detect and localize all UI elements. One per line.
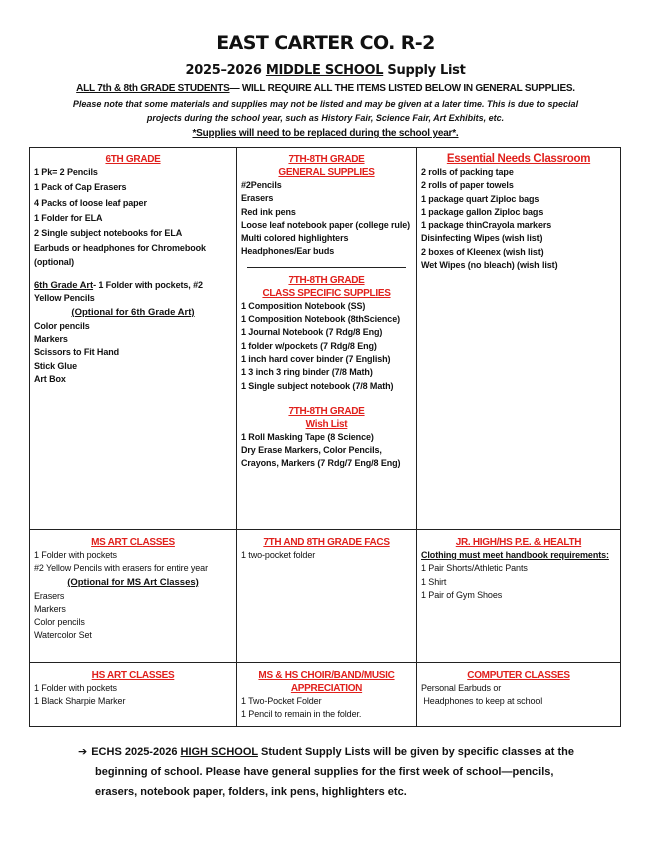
- heading-computer: COMPUTER CLASSES: [467, 670, 570, 681]
- list-item: 1 Roll Masking Tape (8 Science): [241, 431, 374, 442]
- list-item: 1 Two-Pocket Folder: [241, 696, 322, 706]
- heading-pe-health: JR. HIGH/HS P.E. & HEALTH: [455, 537, 582, 548]
- all-students-text: — WILL REQUIRE ALL THE ITEMS LISTED BELOW IN GENERAL SUPPLIES.: [229, 83, 575, 94]
- list-item: Scissors to Fit Hand: [34, 347, 120, 358]
- list-item: 1 folder w/pockets (7 Rdg/8 Eng): [241, 340, 377, 351]
- list-subtitle: [0, 63, 651, 79]
- all-students-label: ALL 7th & 8th GRADE STUDENTS: [76, 83, 230, 94]
- district-title: EAST CARTER CO. R-2: [216, 32, 435, 54]
- art-line: [34, 279, 232, 306]
- list-item: 1 Folder with pockets: [34, 683, 117, 693]
- list-item: 1 3 inch 3 ring binder (7/8 Math): [241, 367, 373, 378]
- list-item: 1 Shirt: [421, 576, 447, 587]
- subtitle-year: 2025–2026: [185, 63, 266, 78]
- heading-music: MS & HS CHOIR/BAND/MUSIC: [258, 670, 395, 681]
- cell-essential-needs: [417, 150, 620, 275]
- list-item: 2 rolls of paper towels: [421, 180, 514, 191]
- heading-6th-art: 6th Grade Art: [34, 280, 94, 292]
- list-item: Color pencils: [34, 617, 85, 628]
- list-item: 1 two-pocket folder: [241, 550, 316, 560]
- footer-line-2: beginning of school. Please have general supplies for the first week of school—pencils,: [95, 766, 554, 778]
- list-item: 1 package quart Ziploc bags: [421, 193, 540, 204]
- list-item: 1 Pack of Cap Erasers: [34, 182, 127, 193]
- art-inline-items: - 1 Folder with pockets, #2 Yellow Pencils: [34, 280, 203, 304]
- cell-music: [237, 666, 416, 725]
- list-item: 1 Composition Notebook (8thScience): [241, 314, 401, 325]
- list-item: Multi colored highlighters: [241, 233, 349, 244]
- list-item: 1 Folder for ELA: [34, 212, 103, 223]
- list-item: Stick Glue: [34, 360, 78, 371]
- cell-pe-health: [417, 533, 620, 605]
- heading-general-grade: 7TH-8TH GRADE: [288, 154, 365, 165]
- list-item: Markers: [34, 603, 66, 614]
- list-item: 1 package gallon Ziploc bags: [421, 206, 544, 217]
- section-divider: [247, 267, 406, 268]
- footer-line-1: ➔ ECHS 2025-2026 HIGH SCHOOL Student Supply Lists will be given by specific classes at the: [78, 746, 574, 758]
- divider-h1: [30, 529, 620, 530]
- list-item: 1 Single subject notebook (7/8 Math): [241, 380, 394, 391]
- optional-6th-art: (Optional for 6th Grade Art): [71, 306, 195, 318]
- list-item: 1 package thinCrayola markers: [421, 220, 552, 231]
- heading-class-specific: CLASS SPECIFIC SUPPLIES: [262, 287, 391, 299]
- list-item: Color pencils: [34, 320, 90, 331]
- cell-6th-grade: [30, 150, 236, 389]
- heading-6th-grade: 6TH GRADE: [105, 154, 161, 165]
- list-item: 1 Composition Notebook (SS): [241, 300, 366, 311]
- list-item: Headphones to keep at school: [421, 696, 543, 707]
- list-item: 1 Folder with pockets: [34, 550, 117, 560]
- list-item: 1 Pencil to remain in the folder.: [241, 709, 362, 720]
- document-header: [0, 31, 651, 140]
- list-item: #2Pencils: [241, 180, 282, 190]
- heading-hs-art: HS ART CLASSES: [91, 670, 175, 681]
- list-item: Loose leaf notebook paper (college rule): [241, 219, 411, 230]
- heading-wish-list: Wish List: [305, 418, 348, 430]
- all-students-line: [0, 82, 651, 95]
- list-item: 1 Journal Notebook (7 Rdg/8 Eng): [241, 327, 383, 338]
- high-school-note: [78, 742, 598, 802]
- high-school-label: HIGH SCHOOL: [180, 746, 258, 758]
- arrow-icon: ➔: [78, 746, 88, 758]
- list-item: 1 Black Sharpie Marker: [34, 696, 126, 707]
- list-item: Markers: [34, 333, 68, 344]
- list-item: Erasers: [34, 590, 65, 601]
- list-item: 2 rolls of packing tape: [421, 167, 514, 177]
- divider-h2: [30, 662, 620, 663]
- cell-computer: [417, 666, 620, 712]
- list-item: 2 boxes of Kleenex (wish list): [421, 246, 544, 257]
- heading-general-supplies: GENERAL SUPPLIES: [278, 167, 375, 178]
- list-item: #2 Yellow Pencils with erasers for entire year: [34, 563, 208, 574]
- list-item: Dry Erase Markers, Color Pencils, Crayons, Markers (7 Rdg/7 Eng/8 Eng): [241, 445, 401, 469]
- cell-facs: [237, 533, 416, 565]
- list-item: 4 Packs of loose leaf paper: [34, 197, 147, 208]
- heading-class-grade: 7TH-8TH GRADE: [288, 274, 365, 286]
- clothing-requirement: Clothing must meet handbook requirements:: [421, 550, 609, 560]
- list-item: 1 inch hard cover binder (7 English): [241, 353, 391, 364]
- cell-hs-art: [30, 666, 236, 712]
- subtitle-middle-school: MIDDLE SCHOOL: [265, 63, 384, 78]
- list-item: Art Box: [34, 373, 66, 384]
- list-item: Disinfecting Wipes (wish list): [421, 233, 543, 244]
- footer-line-3: erasers, notebook paper, folders, ink pens, highlighters etc.: [95, 786, 407, 798]
- heading-wish-grade: 7TH-8TH GRADE: [288, 405, 365, 417]
- heading-facs: 7TH AND 8TH GRADE FACS: [263, 537, 390, 548]
- list-item: 2 Single subject notebooks for ELA: [34, 228, 183, 239]
- list-item: Erasers: [241, 193, 274, 204]
- cell-ms-art: [30, 533, 236, 646]
- heading-essential-needs: Essential Needs Classroom: [446, 153, 591, 165]
- list-item: Red ink pens: [241, 206, 296, 217]
- note-text: Please note that some materials and supplies may not be listed and may be given at a later time. This is due to special projects during the school year, such as History Fair, Science Fair, Art Exhibits, etc.: [72, 99, 579, 123]
- replace-notice: *Supplies will need to be replaced during the school year*.: [192, 128, 459, 139]
- list-item: Wet Wipes (no bleach) (wish list): [421, 260, 558, 271]
- list-item: 1 Pk= 2 Pencils: [34, 167, 98, 177]
- list-item: Headphones/Ear buds: [241, 246, 335, 257]
- list-item: Earbuds or headphones for Chromebook (optional): [34, 243, 206, 267]
- subtitle-supply-list: Supply List: [383, 63, 466, 78]
- list-item: Watercolor Set: [34, 630, 92, 641]
- cell-7th-8th: [237, 150, 416, 474]
- heading-ms-art: MS ART CLASSES: [91, 537, 175, 548]
- list-item: 1 Pair Shorts/Athletic Pants: [421, 563, 528, 574]
- optional-ms-art: (Optional for MS Art Classes): [67, 576, 199, 588]
- supply-table: [29, 147, 621, 727]
- list-item: 1 Pair of Gym Shoes: [421, 589, 503, 600]
- list-item: Personal Earbuds or: [421, 683, 502, 693]
- heading-music-appreciation: APPRECIATION: [290, 683, 363, 694]
